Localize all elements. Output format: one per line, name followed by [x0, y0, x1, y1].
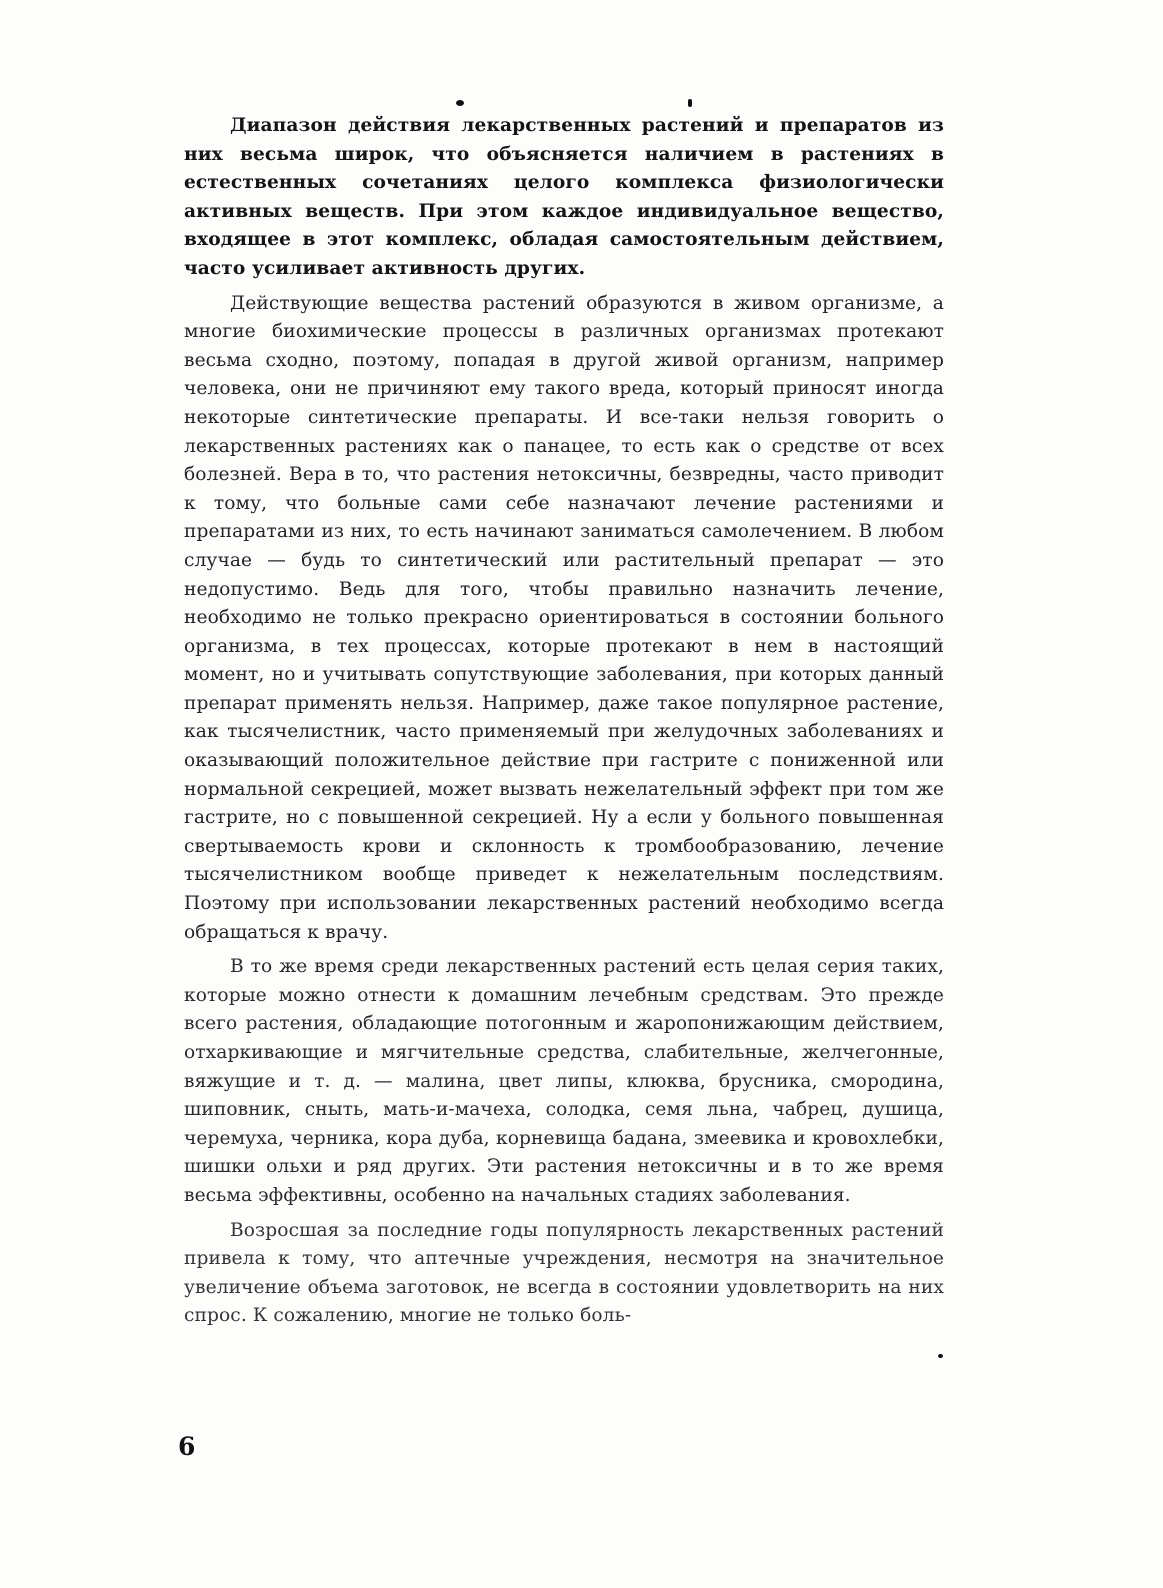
paragraph-active-substances: Действующие вещества растений образуются в живом организме, а многие биохимические процессы в различных организмах протекают весьма сходно, поэтому, попадая в другой живой организм, например человека, они не причиняют ему такого вреда, который приносят иногда некоторые синтетические препараты. И все-таки нельзя говорить о лекарственных растениях как о панацее, то есть как о средстве от всех болезней. Вера в то, что растения нетоксичны, безвредны, часто приводит к тому, что больные сами себе назначают лечение растениями и препаратами из них, то есть начинают заниматься самолечением. В любом случае — будь то синтетический или растительный препарат — это недопустимо. Ведь для того, чтобы правильно назначить лечение, необходимо не только прекрасно ориентироваться в состоянии больного организма, в тех процессах, которые протекают в нем в настоящий момент, но и учитывать сопутствующие заболевания, при которых данный препарат применять нельзя. Например, даже такое популярное растение, как тысячелистник, часто применяемый при желудочных заболеваниях и оказывающий положительное действие при гастрите с пониженной или нормальной секрецией, может вызвать нежелательный эффект при том же гастрите, но с повышенной секрецией. Ну а если у больного повышенная свертываемость крови и склонность к тромбообразованию, лечение тысячелистником вообще приведет к нежелательным последствиям. Поэтому при использовании лекарственных растений необходимо всегда обращаться к врачу. [184, 292, 944, 943]
print-speck [456, 100, 464, 106]
paragraph-range-of-action: Диапазон действия лекарственных растений и препаратов из них весьма широк, что объясняется наличием в растениях в естественных сочетаниях целого комплекса физиологически активных веществ. При этом каждое индивидуальное вещество, входящее в этот комплекс, обладая самостоятельным действием, часто усиливает активность других. [184, 115, 944, 279]
paragraph-popularity: Возросшая за последние годы популярность лекарственных растений привела к тому, что аптечные учреждения, несмотря на значительное увеличение объема заготовок, не всегда в состоянии удовлетворить на них спрос. К сожалению, многие не только боль- [184, 1219, 944, 1327]
body-text [184, 112, 944, 1337]
page-number: 6 [178, 1432, 196, 1461]
print-speck [688, 99, 692, 107]
print-speck [938, 1354, 943, 1358]
paragraph-home-remedies: В то же время среди лекарственных растений есть целая серия таких, которые можно отнести к домашним лечебным средствам. Это прежде всего растения, обладающие потогонным и жаропонижающим действием, отхаркивающие и мягчительные средства, слабительные, желчегонные, вяжущие и т. д. — малина, цвет липы, клюква, брусника, смородина, шиповник, сныть, мать-и-мачеха, солодка, семя льна, чабрец, душица, черемуха, черника, кора дуба, корневища бадана, змеевика и кровохлебки, шишки ольхи и ряд других. Эти растения нетоксичны и в то же время весьма эффективны, особенно на начальных стадиях заболевания. [184, 956, 944, 1206]
